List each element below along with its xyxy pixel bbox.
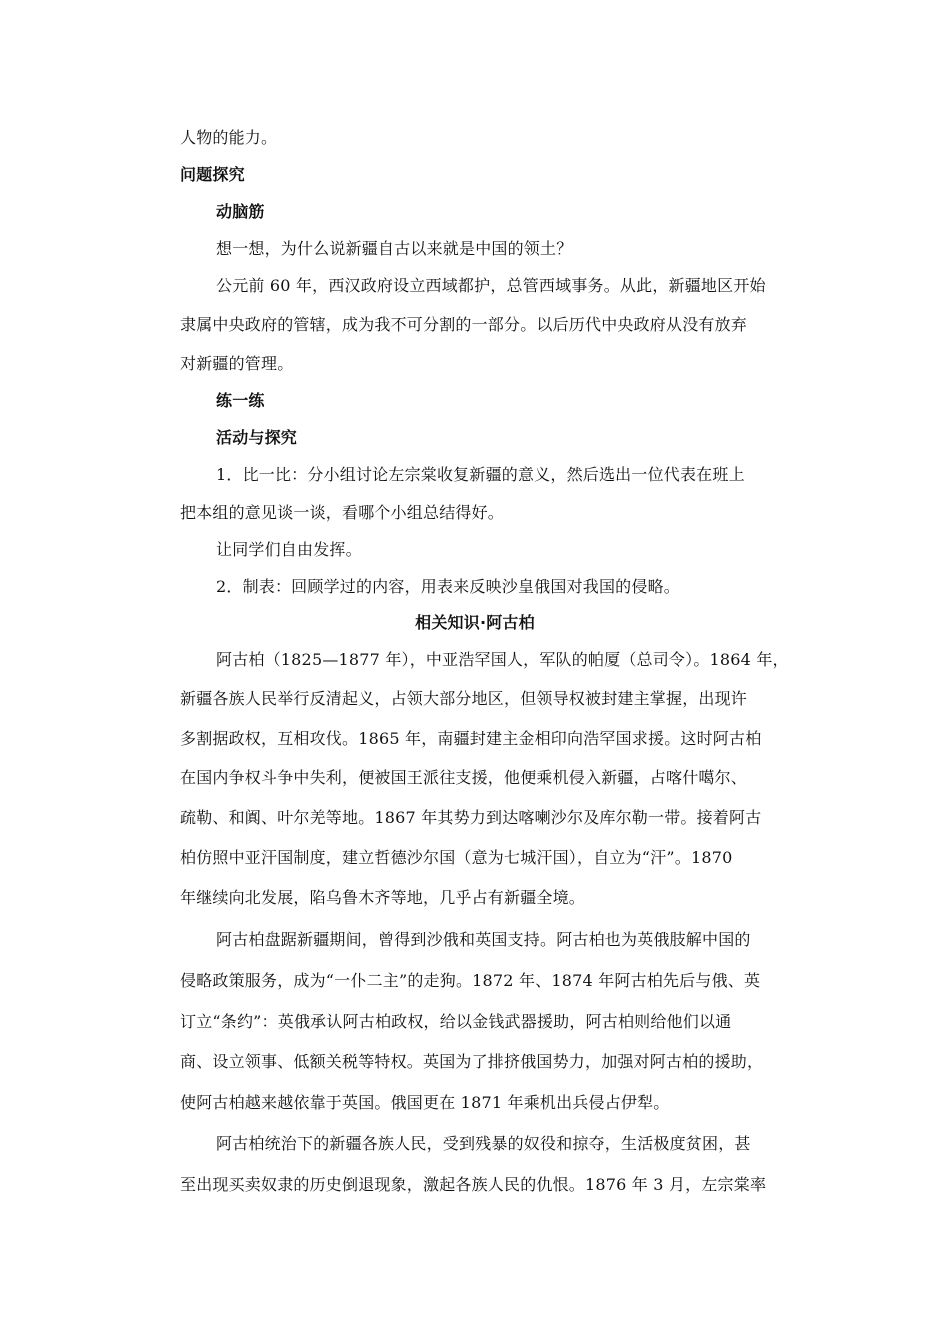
heading-explore: 问题探究 (180, 165, 245, 184)
para-2-line-1: 阿古柏盘踞新疆期间，曾得到沙俄和英国支持。阿古柏也为英俄肢解中国的 (216, 930, 751, 949)
para-2-line-2: 侵略政策服务，成为“一仆二主”的走狗。1872 年、1874 年阿古柏先后与俄、英 (180, 971, 761, 990)
para-2-line-4: 商、设立领事、低额关税等特权。英国为了排挤俄国势力，加强对阿古柏的援助， (180, 1052, 764, 1071)
para-1-line-7: 年继续向北发展，陷乌鲁木齐等地，几乎占有新疆全境。 (180, 888, 586, 907)
para-3-line-2: 至出现买卖奴隶的历史倒退现象，激起各族人民的仇恨。1876 年 3 月，左宗棠率 (180, 1175, 767, 1194)
heading-practice: 练一练 (216, 391, 265, 410)
think-answer-line-3: 对新疆的管理。 (180, 354, 294, 373)
para-1-line-3: 多割据政权，互相攻伐。1865 年，南疆封建主金相印向浩罕国求援。这时阿古柏 (180, 729, 762, 748)
knowledge-title: 相关知识·阿古柏 (415, 613, 535, 632)
activity-1-note: 让同学们自由发挥。 (216, 540, 362, 559)
para-1-line-6: 柏仿照中亚汗国制度，建立哲德沙尔国（意为七城汗国），自立为“汗”。1870 (180, 848, 733, 867)
activity-1-line-2: 把本组的意见谈一谈，看哪个小组总结得好。 (180, 503, 505, 522)
think-question: 想一想，为什么说新疆自古以来就是中国的领土？ (216, 239, 573, 258)
heading-think: 动脑筋 (216, 202, 265, 221)
intro-tail: 人物的能力。 (180, 128, 278, 147)
para-1-line-2: 新疆各族人民举行反清起义，占领大部分地区，但领导权被封建主掌握，出现许 (180, 689, 748, 708)
para-1-line-4: 在国内争权斗争中失利，便被国王派往支援，他便乘机侵入新疆，占喀什噶尔、 (180, 768, 748, 787)
para-2-line-3: 订立“条约”：英俄承认阿古柏政权，给以金钱武器援助，阿古柏则给他们以通 (180, 1012, 732, 1031)
para-3-line-1: 阿古柏统治下的新疆各族人民，受到残暴的奴役和掠夺，生活极度贫困，甚 (216, 1134, 751, 1153)
para-2-line-5: 使阿古柏越来越依靠于英国。俄国更在 1871 年乘机出兵侵占伊犁。 (180, 1093, 670, 1112)
activity-1-line-1: 1．比一比：分小组讨论左宗棠收复新疆的意义，然后选出一位代表在班上 (216, 465, 745, 484)
think-answer-line-2: 隶属中央政府的管辖，成为我不可分割的一部分。以后历代中央政府从没有放弃 (180, 315, 748, 334)
para-1-line-1: 阿古柏（1825—1877 年），中亚浩罕国人，军队的帕厦（总司令）。1864 年， (216, 650, 789, 669)
think-answer-line-1: 公元前 60 年，西汉政府设立西域都护，总管西域事务。从此，新疆地区开始 (216, 276, 766, 295)
para-1-line-5: 疏勒、和阗、叶尔羌等地。1867 年其势力到达喀喇沙尔及库尔勒一带。接着阿古 (180, 808, 762, 827)
activity-2: 2．制表：回顾学过的内容，用表来反映沙皇俄国对我国的侵略。 (216, 577, 680, 596)
heading-activity: 活动与探究 (216, 428, 298, 447)
